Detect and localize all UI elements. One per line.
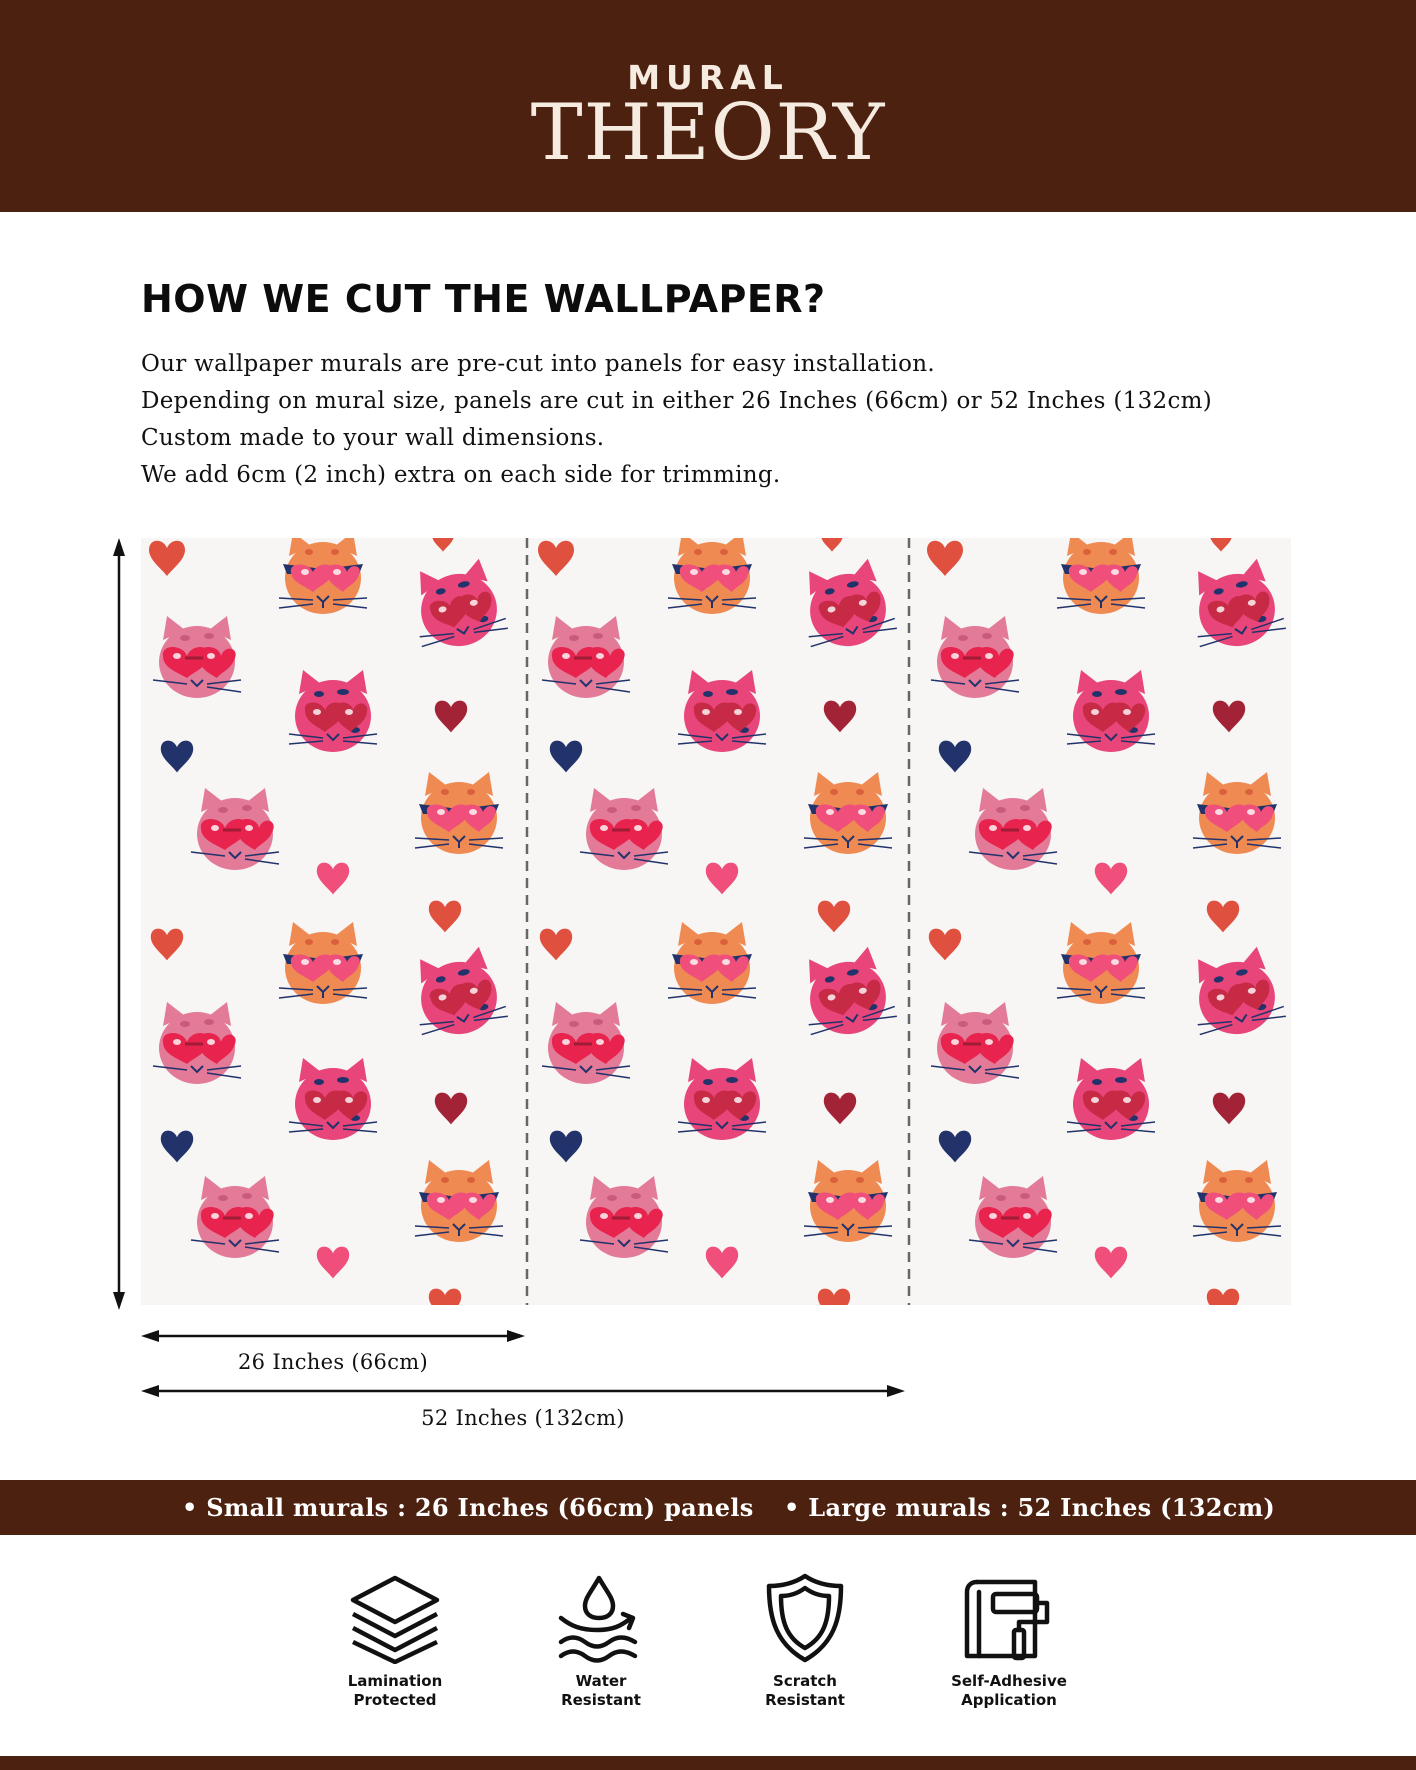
single-panel-label: 26 Inches (66cm) xyxy=(238,1350,428,1374)
feature-self-adhesive xyxy=(919,1572,1099,1710)
feature-lamination xyxy=(305,1572,485,1710)
description-line: Depending on mural size, panels are cut in either 26 Inches (66cm) or 52 Inches (132cm) xyxy=(141,388,1213,414)
feature-label: Scratch Resistant xyxy=(765,1672,845,1709)
layers-icon xyxy=(345,1572,445,1664)
water-drop-icon xyxy=(551,1572,651,1664)
mural-preview xyxy=(141,538,1291,1305)
feature-scratch xyxy=(715,1572,895,1710)
feature-water xyxy=(511,1572,691,1710)
feature-label: Water Resistant xyxy=(561,1672,641,1709)
description-line: Our wallpaper murals are pre-cut into panels for easy installation. xyxy=(141,351,935,377)
mural-size-bar xyxy=(0,1480,1416,1535)
brand-logo-line2: THEORY xyxy=(530,88,886,178)
brand-logo-line1: MURAL xyxy=(627,58,789,97)
double-panel-label: 52 Inches (132cm) xyxy=(421,1406,625,1430)
page-title: HOW WE CUT THE WALLPAPER? xyxy=(141,277,826,321)
double-panel-arrow xyxy=(141,1381,905,1401)
description xyxy=(141,346,1341,494)
description-line: We add 6cm (2 inch) extra on each side for trimming. xyxy=(141,462,781,488)
small-mural-info: • Small murals : 26 Inches (66cm) panels xyxy=(182,1493,754,1522)
mural-pattern xyxy=(141,538,1291,1305)
description-line: Custom made to your wall dimensions. xyxy=(141,425,605,451)
large-mural-info: • Large murals : 52 Inches (132cm) xyxy=(784,1493,1276,1522)
height-arrow xyxy=(110,538,130,1310)
feature-label: Lamination Protected xyxy=(347,1672,443,1709)
footer-bar xyxy=(0,1756,1416,1770)
shield-icon xyxy=(755,1572,855,1664)
brand-header xyxy=(0,0,1416,212)
single-panel-arrow xyxy=(141,1326,525,1346)
feature-label: Self-Adhesive Application xyxy=(951,1672,1067,1709)
paint-roller-icon xyxy=(959,1572,1059,1664)
